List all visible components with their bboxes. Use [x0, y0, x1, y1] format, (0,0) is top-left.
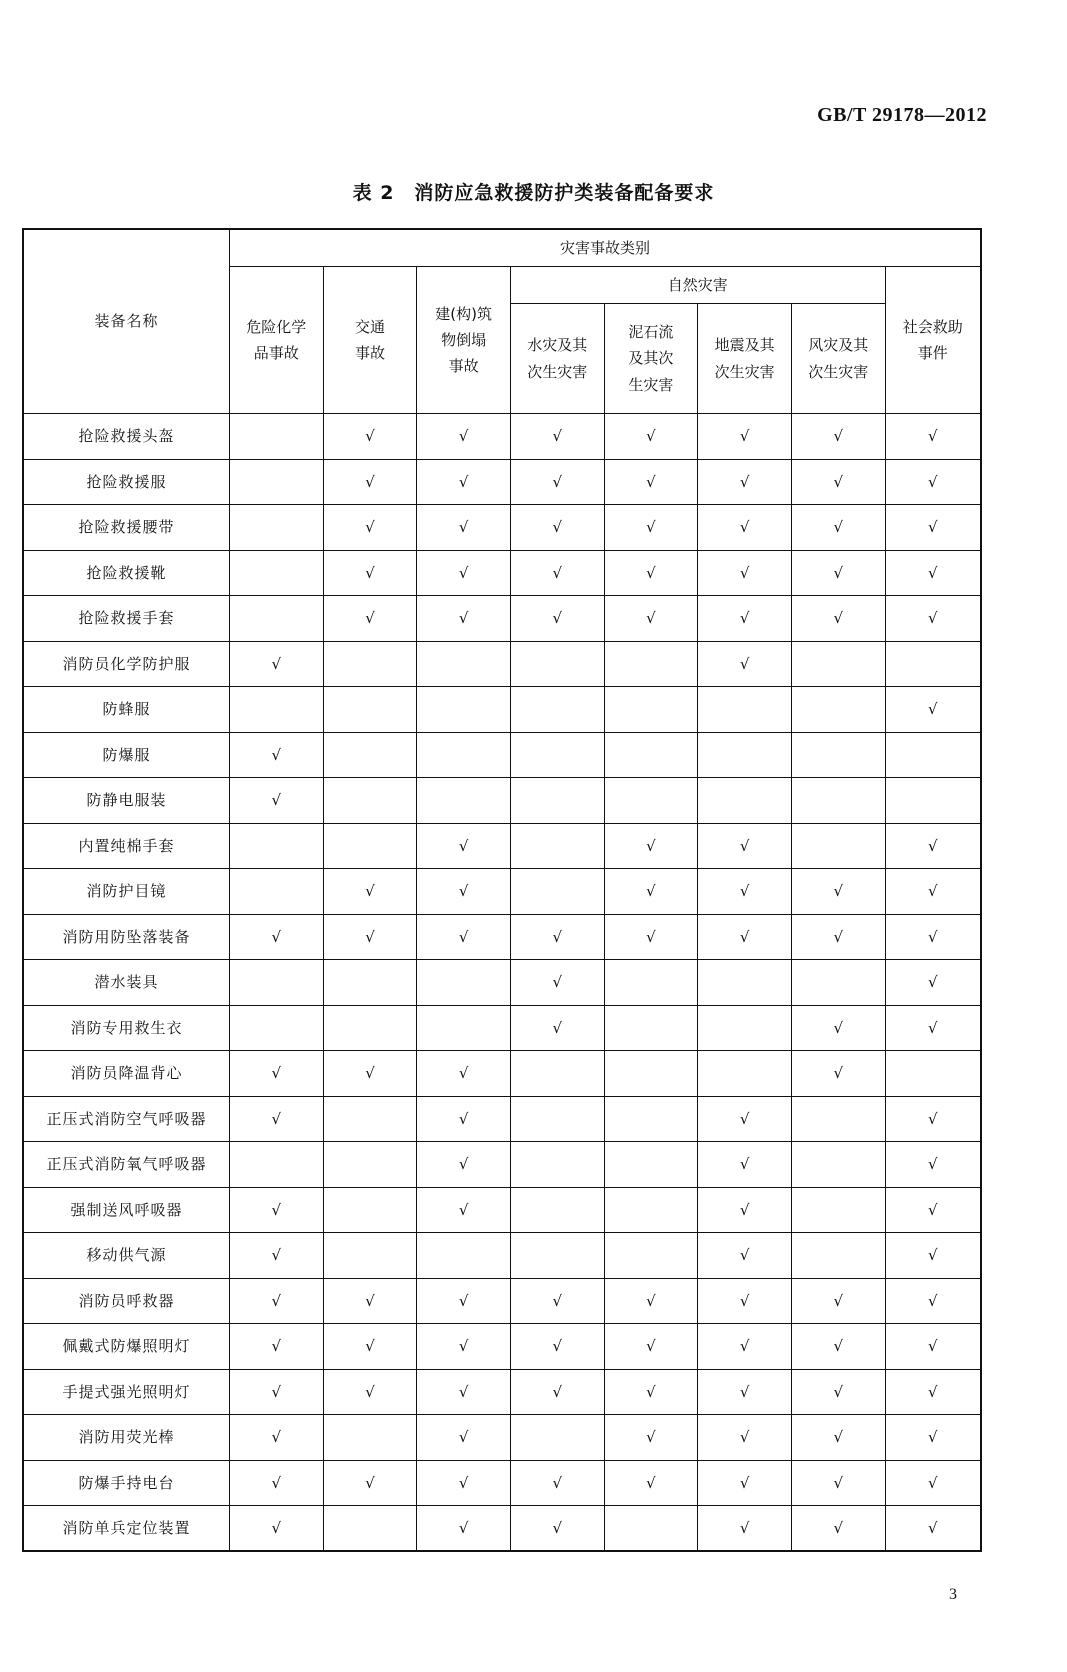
table-row	[23, 778, 981, 824]
check-cell: √	[791, 1369, 885, 1415]
check-cell: √	[510, 1324, 604, 1370]
check-cell	[510, 1142, 604, 1188]
equipment-name: 消防护目镜	[23, 869, 229, 915]
check-cell: √	[604, 459, 698, 505]
check-cell: √	[323, 869, 417, 915]
header-equipment-name: 装备名称	[23, 229, 229, 414]
check-cell: √	[885, 1324, 981, 1370]
check-cell: √	[885, 687, 981, 733]
check-cell	[323, 1096, 417, 1142]
check-cell	[510, 778, 604, 824]
check-cell	[604, 1506, 698, 1552]
check-cell	[229, 550, 323, 596]
check-cell: √	[417, 550, 511, 596]
check-cell: √	[604, 1415, 698, 1461]
check-cell	[510, 1187, 604, 1233]
check-cell	[604, 732, 698, 778]
check-cell: √	[417, 1187, 511, 1233]
check-cell	[417, 641, 511, 687]
check-cell: √	[323, 505, 417, 551]
check-cell	[791, 1096, 885, 1142]
check-cell: √	[698, 1233, 792, 1279]
check-cell: √	[417, 1096, 511, 1142]
check-cell: √	[698, 596, 792, 642]
equipment-name: 消防员呼救器	[23, 1278, 229, 1324]
check-cell: √	[885, 459, 981, 505]
equipment-name: 佩戴式防爆照明灯	[23, 1324, 229, 1370]
table-row	[23, 687, 981, 733]
check-cell	[885, 778, 981, 824]
check-cell: √	[510, 1369, 604, 1415]
table-row	[23, 1096, 981, 1142]
check-cell: √	[229, 1187, 323, 1233]
check-cell: √	[229, 1506, 323, 1552]
check-cell: √	[323, 1051, 417, 1097]
header-traffic: 交通 事故	[323, 267, 417, 414]
table-row	[23, 823, 981, 869]
check-cell	[229, 869, 323, 915]
check-cell: √	[885, 1005, 981, 1051]
equipment-table	[22, 228, 982, 1552]
table-row	[23, 1233, 981, 1279]
table-row	[23, 1051, 981, 1097]
check-cell: √	[229, 1233, 323, 1279]
check-cell: √	[510, 505, 604, 551]
check-cell: √	[791, 550, 885, 596]
check-cell	[698, 1005, 792, 1051]
check-cell: √	[417, 1506, 511, 1552]
table-row	[23, 596, 981, 642]
check-cell: √	[323, 550, 417, 596]
check-cell	[323, 960, 417, 1006]
check-cell: √	[604, 505, 698, 551]
table-title: 表 2 消防应急救援防护类装备配备要求	[352, 182, 715, 204]
check-cell	[885, 1051, 981, 1097]
check-cell	[698, 778, 792, 824]
check-cell: √	[791, 1460, 885, 1506]
check-cell	[229, 505, 323, 551]
check-cell	[323, 641, 417, 687]
check-cell	[698, 687, 792, 733]
check-cell	[604, 1096, 698, 1142]
check-cell: √	[323, 1324, 417, 1370]
check-cell: √	[417, 1278, 511, 1324]
check-cell: √	[885, 1460, 981, 1506]
table-row	[23, 459, 981, 505]
check-cell: √	[698, 1324, 792, 1370]
check-cell: √	[698, 1187, 792, 1233]
equipment-name: 抢险救援腰带	[23, 505, 229, 551]
check-cell: √	[791, 1506, 885, 1552]
equipment-name: 防静电服装	[23, 778, 229, 824]
check-cell: √	[417, 1369, 511, 1415]
equipment-name: 手提式强光照明灯	[23, 1369, 229, 1415]
check-cell	[510, 732, 604, 778]
check-cell	[417, 1005, 511, 1051]
page-number: 3	[949, 1586, 957, 1603]
check-cell: √	[604, 414, 698, 460]
table-row	[23, 1187, 981, 1233]
header-hazchem: 危险化学 品事故	[229, 267, 323, 414]
check-cell	[323, 1142, 417, 1188]
check-cell: √	[417, 823, 511, 869]
check-cell	[510, 1233, 604, 1279]
header-natural-disaster: 自然灾害	[510, 267, 885, 304]
equipment-name: 防蜂服	[23, 687, 229, 733]
header-social-rescue: 社会救助 事件	[885, 267, 981, 414]
check-cell	[698, 960, 792, 1006]
check-cell: √	[323, 414, 417, 460]
equipment-name: 潜水装具	[23, 960, 229, 1006]
check-cell: √	[885, 1506, 981, 1552]
check-cell: √	[604, 1278, 698, 1324]
check-cell	[323, 687, 417, 733]
equipment-name: 消防用荧光棒	[23, 1415, 229, 1461]
equipment-name: 消防员化学防护服	[23, 641, 229, 687]
check-cell: √	[885, 914, 981, 960]
table-row	[23, 732, 981, 778]
check-cell	[698, 1051, 792, 1097]
check-cell: √	[791, 1051, 885, 1097]
equipment-name: 抢险救援靴	[23, 550, 229, 596]
check-cell	[323, 823, 417, 869]
check-cell	[791, 732, 885, 778]
equipment-name: 消防专用救生衣	[23, 1005, 229, 1051]
check-cell: √	[885, 1142, 981, 1188]
check-cell: √	[885, 1096, 981, 1142]
check-cell: √	[885, 823, 981, 869]
check-cell: √	[885, 1233, 981, 1279]
check-cell	[791, 1142, 885, 1188]
table-row	[23, 1369, 981, 1415]
check-cell	[791, 1233, 885, 1279]
check-cell	[791, 778, 885, 824]
check-cell	[323, 1233, 417, 1279]
check-cell	[229, 823, 323, 869]
equipment-name: 内置纯棉手套	[23, 823, 229, 869]
equipment-name: 抢险救援手套	[23, 596, 229, 642]
table-row	[23, 1142, 981, 1188]
table-row	[23, 505, 981, 551]
check-cell: √	[604, 1460, 698, 1506]
check-cell: √	[885, 869, 981, 915]
equipment-name: 强制送风呼吸器	[23, 1187, 229, 1233]
check-cell: √	[510, 1005, 604, 1051]
check-cell: √	[510, 459, 604, 505]
standard-code: GB/T 29178—2012	[817, 104, 987, 126]
check-cell: √	[604, 869, 698, 915]
check-cell: √	[417, 596, 511, 642]
check-cell	[417, 687, 511, 733]
check-cell: √	[698, 1278, 792, 1324]
check-cell: √	[791, 914, 885, 960]
check-cell: √	[698, 1142, 792, 1188]
check-cell: √	[791, 869, 885, 915]
check-cell: √	[604, 823, 698, 869]
check-cell: √	[417, 505, 511, 551]
check-cell: √	[510, 596, 604, 642]
check-cell: √	[510, 1460, 604, 1506]
table-row	[23, 1506, 981, 1552]
table-row	[23, 960, 981, 1006]
check-cell	[791, 823, 885, 869]
check-cell: √	[604, 550, 698, 596]
check-cell: √	[885, 1415, 981, 1461]
table-row	[23, 869, 981, 915]
equipment-name: 移动供气源	[23, 1233, 229, 1279]
check-cell: √	[791, 596, 885, 642]
table-row	[23, 1415, 981, 1461]
check-cell	[510, 1051, 604, 1097]
equipment-name: 抢险救援头盔	[23, 414, 229, 460]
check-cell: √	[698, 414, 792, 460]
check-cell: √	[698, 641, 792, 687]
check-cell: √	[417, 1460, 511, 1506]
header-building-collapse: 建(构)筑 物倒塌 事故	[417, 267, 511, 414]
check-cell: √	[698, 1415, 792, 1461]
equipment-name: 防爆服	[23, 732, 229, 778]
check-cell: √	[791, 1415, 885, 1461]
check-cell	[791, 1187, 885, 1233]
check-cell: √	[229, 778, 323, 824]
table-row	[23, 641, 981, 687]
check-cell: √	[510, 1278, 604, 1324]
check-cell: √	[510, 1506, 604, 1552]
check-cell	[417, 778, 511, 824]
check-cell	[417, 1233, 511, 1279]
check-cell: √	[229, 1369, 323, 1415]
check-cell: √	[417, 1324, 511, 1370]
check-cell: √	[510, 960, 604, 1006]
check-cell: √	[791, 1278, 885, 1324]
check-cell: √	[885, 1187, 981, 1233]
check-cell	[510, 823, 604, 869]
check-cell: √	[229, 1096, 323, 1142]
check-cell: √	[417, 459, 511, 505]
check-cell: √	[229, 914, 323, 960]
check-cell	[229, 459, 323, 505]
check-cell	[604, 960, 698, 1006]
check-cell: √	[698, 505, 792, 551]
check-cell: √	[323, 1278, 417, 1324]
check-cell	[885, 732, 981, 778]
header-flood: 水灾及其 次生灾害	[510, 304, 604, 414]
check-cell: √	[510, 914, 604, 960]
check-cell	[323, 1187, 417, 1233]
check-cell: √	[698, 1506, 792, 1552]
check-cell	[698, 732, 792, 778]
check-cell	[229, 1142, 323, 1188]
check-cell: √	[604, 914, 698, 960]
check-cell: √	[698, 1369, 792, 1415]
table-row	[23, 914, 981, 960]
equipment-name: 正压式消防空气呼吸器	[23, 1096, 229, 1142]
check-cell: √	[604, 596, 698, 642]
check-cell: √	[698, 1460, 792, 1506]
check-cell	[791, 641, 885, 687]
check-cell: √	[885, 414, 981, 460]
check-cell: √	[229, 1051, 323, 1097]
check-cell: √	[417, 869, 511, 915]
equipment-name: 防爆手持电台	[23, 1460, 229, 1506]
check-cell: √	[698, 550, 792, 596]
check-cell: √	[323, 1460, 417, 1506]
check-cell: √	[604, 1324, 698, 1370]
check-cell: √	[229, 1460, 323, 1506]
check-cell: √	[791, 1324, 885, 1370]
table-row	[23, 1324, 981, 1370]
check-cell	[885, 641, 981, 687]
check-cell: √	[323, 1369, 417, 1415]
check-cell	[604, 1233, 698, 1279]
check-cell	[791, 687, 885, 733]
check-cell: √	[885, 960, 981, 1006]
check-cell	[229, 414, 323, 460]
check-cell: √	[698, 459, 792, 505]
check-cell: √	[417, 414, 511, 460]
check-cell	[604, 1005, 698, 1051]
check-cell	[510, 1415, 604, 1461]
check-cell	[791, 960, 885, 1006]
check-cell: √	[885, 505, 981, 551]
check-cell	[323, 732, 417, 778]
check-cell: √	[323, 459, 417, 505]
equipment-name: 消防员降温背心	[23, 1051, 229, 1097]
header-wind: 风灾及其 次生灾害	[791, 304, 885, 414]
check-cell: √	[417, 1142, 511, 1188]
check-cell: √	[885, 596, 981, 642]
check-cell	[417, 732, 511, 778]
check-cell: √	[229, 1324, 323, 1370]
check-cell: √	[323, 914, 417, 960]
check-cell	[323, 1415, 417, 1461]
check-cell	[604, 687, 698, 733]
check-cell	[323, 778, 417, 824]
check-cell	[604, 778, 698, 824]
check-cell	[229, 1005, 323, 1051]
check-cell	[510, 1096, 604, 1142]
check-cell: √	[417, 1415, 511, 1461]
equipment-name: 消防用防坠落装备	[23, 914, 229, 960]
check-cell	[417, 960, 511, 1006]
check-cell	[323, 1506, 417, 1552]
equipment-name: 消防单兵定位装置	[23, 1506, 229, 1552]
check-cell: √	[885, 550, 981, 596]
header-earthquake: 地震及其 次生灾害	[698, 304, 792, 414]
check-cell: √	[698, 823, 792, 869]
check-cell	[604, 1187, 698, 1233]
table-row	[23, 550, 981, 596]
check-cell: √	[885, 1278, 981, 1324]
check-cell: √	[417, 914, 511, 960]
check-cell: √	[510, 550, 604, 596]
header-debris-flow: 泥石流 及其次 生灾害	[604, 304, 698, 414]
equipment-name: 正压式消防氧气呼吸器	[23, 1142, 229, 1188]
check-cell	[604, 641, 698, 687]
check-cell	[229, 960, 323, 1006]
check-cell	[510, 641, 604, 687]
check-cell: √	[229, 1278, 323, 1324]
table-row	[23, 1278, 981, 1324]
check-cell: √	[229, 1415, 323, 1461]
header-disaster-category: 灾害事故类别	[229, 229, 981, 267]
check-cell: √	[229, 732, 323, 778]
check-cell: √	[698, 869, 792, 915]
check-cell: √	[698, 1096, 792, 1142]
check-cell: √	[791, 1005, 885, 1051]
check-cell	[229, 596, 323, 642]
check-cell: √	[323, 596, 417, 642]
table-row	[23, 1460, 981, 1506]
check-cell: √	[698, 914, 792, 960]
table-row	[23, 414, 981, 460]
check-cell	[323, 1005, 417, 1051]
check-cell: √	[885, 1369, 981, 1415]
check-cell: √	[791, 505, 885, 551]
check-cell	[510, 687, 604, 733]
check-cell: √	[791, 414, 885, 460]
table-body	[23, 414, 981, 1552]
check-cell	[229, 687, 323, 733]
check-cell: √	[604, 1369, 698, 1415]
check-cell: √	[417, 1051, 511, 1097]
check-cell	[510, 869, 604, 915]
table-row	[23, 1005, 981, 1051]
check-cell	[604, 1051, 698, 1097]
check-cell	[604, 1142, 698, 1188]
check-cell: √	[510, 414, 604, 460]
check-cell: √	[229, 641, 323, 687]
check-cell: √	[791, 459, 885, 505]
equipment-name: 抢险救援服	[23, 459, 229, 505]
